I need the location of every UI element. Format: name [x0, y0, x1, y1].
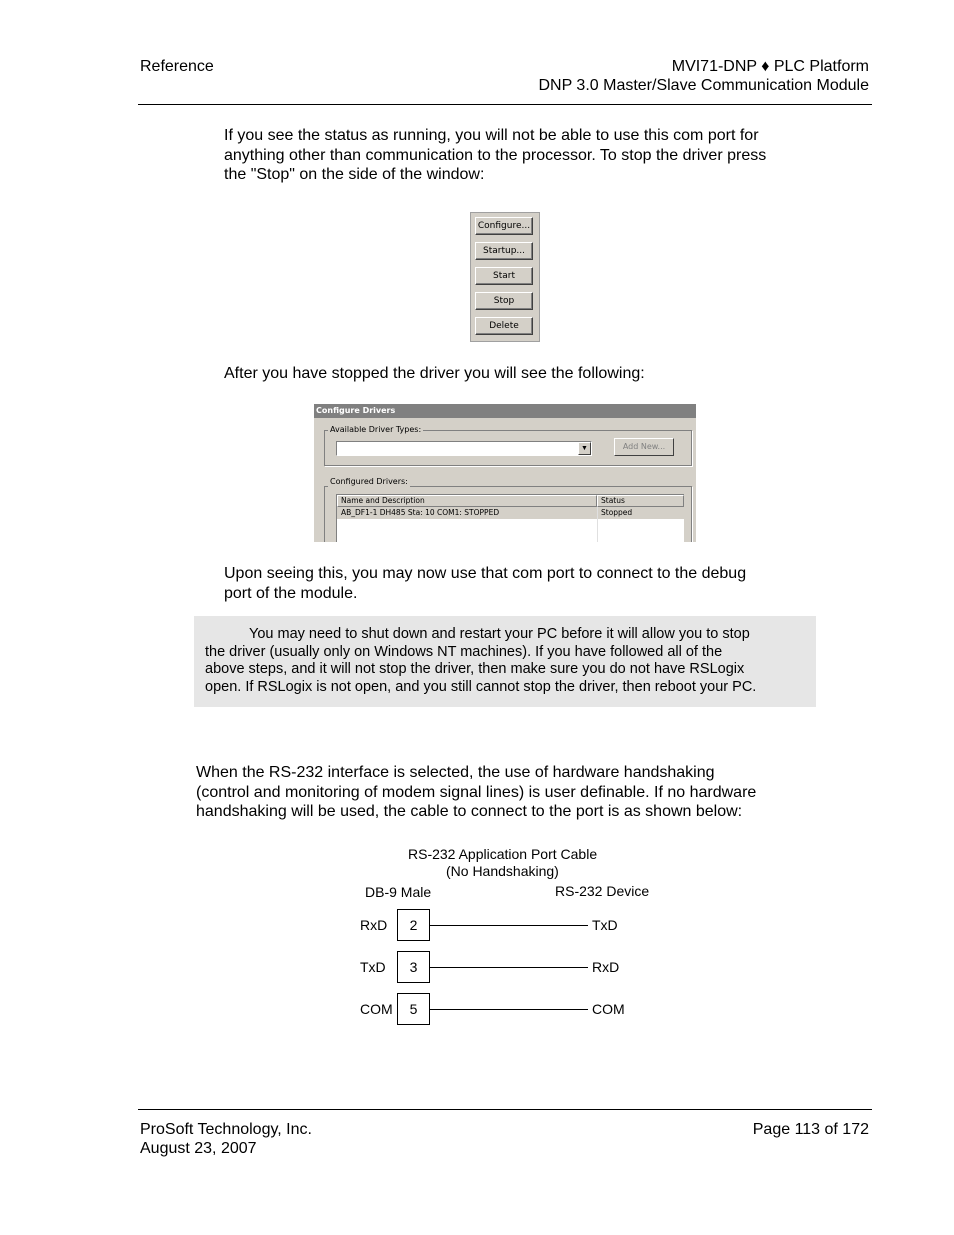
available-driver-types-label: Available Driver Types: [330, 425, 422, 434]
configure-button[interactable]: Configure... [475, 217, 533, 235]
rs232-device-label: RS-232 Device [555, 883, 650, 899]
driver-name-cell: AB_DF1-1 DH485 Sta: 10 COM1: STOPPED [341, 508, 500, 517]
note-line: above steps, and it will not stop the driver, then make sure you do not have RSLogix [205, 661, 745, 677]
pin-box: 2 [397, 909, 430, 941]
right-signal-label: COM [592, 1001, 625, 1017]
dialog-title: Configure Drivers [314, 404, 696, 418]
paragraph-running-status [224, 126, 766, 185]
paragraph-line: anything other than communication to the processor. To stop the driver press [224, 146, 767, 164]
start-button[interactable]: Start [475, 267, 533, 285]
chevron-down-icon[interactable]: ▼ [578, 442, 591, 455]
header-product-line: MVI71-DNP ♦ PLC Platform [671, 58, 869, 75]
paragraph-line: Upon seeing this, you may now use that com port to connect to the debug [224, 565, 747, 582]
note-line: You may need to shut down and restart your PC before it will allow you to stop [249, 626, 750, 642]
left-signal-label: COM [360, 1001, 393, 1017]
pin-box: 5 [397, 993, 430, 1025]
wire-line [430, 1009, 588, 1010]
footer-page-number: Page 113 of 172 [752, 1121, 869, 1138]
footer-rule [138, 1109, 872, 1110]
paragraph-line: handshaking will be used, the cable to connect to the port is as shown below: [196, 803, 743, 820]
table-row[interactable] [337, 507, 684, 519]
delete-button[interactable]: Delete [475, 317, 533, 335]
wire-line [430, 925, 588, 926]
paragraph-line: port of the module. [224, 584, 358, 602]
add-new-button[interactable]: Add New... [614, 438, 674, 456]
configured-drivers-label: Configured Drivers: [330, 477, 408, 486]
driver-type-dropdown[interactable] [336, 441, 592, 456]
note-line: the driver (usually only on Windows NT machines). If you have followed all of the [205, 643, 723, 660]
paragraph-line: (control and monitoring of modem signal lines) is user definable. If no hardware [196, 783, 757, 801]
right-signal-label: RxD [592, 959, 620, 975]
configure-drivers-dialog [314, 404, 696, 542]
db9-male-label: DB-9 Male [365, 884, 432, 900]
note-text [205, 626, 756, 696]
left-signal-label: RxD [360, 917, 388, 933]
paragraph-line: the "Stop" on the side of the window: [224, 166, 485, 183]
startup-button[interactable]: Startup... [475, 242, 533, 260]
paragraph-upon-seeing [224, 564, 746, 603]
wire-line [430, 967, 588, 968]
right-signal-label: TxD [592, 917, 618, 933]
paragraph-line: If you see the status as running, you will not be able to use this com port for [224, 127, 759, 144]
note-line: open. If RSLogix is not open, and you still cannot stop the driver, then reboot your PC. [205, 678, 757, 695]
header-product-subtitle: DNP 3.0 Master/Slave Communication Module [538, 77, 869, 94]
column-header-status[interactable]: Status [597, 495, 684, 507]
paragraph-after-stop: After you have stopped the driver you will see the following: [224, 365, 645, 382]
header-section: Reference [140, 58, 214, 75]
pin-box: 3 [397, 951, 430, 983]
column-divider [597, 507, 598, 542]
note-box [194, 616, 816, 707]
configured-drivers-list[interactable] [336, 494, 684, 542]
paragraph-rs232 [196, 763, 756, 822]
driver-status-cell: Stopped [601, 508, 633, 517]
cable-diagram-title: RS-232 Application Port Cable [408, 846, 598, 862]
paragraph-line: When the RS-232 interface is selected, the use of hardware handshaking [196, 764, 715, 781]
driver-buttons-screenshot [470, 212, 540, 342]
footer-date: August 23, 2007 [140, 1140, 257, 1157]
left-signal-label: TxD [360, 959, 386, 975]
cable-diagram-subtitle: (No Handshaking) [446, 863, 559, 879]
header-rule [138, 104, 872, 105]
stop-button[interactable]: Stop [475, 292, 533, 310]
column-header-name[interactable]: Name and Description [337, 495, 597, 507]
footer-company: ProSoft Technology, Inc. [140, 1121, 312, 1138]
